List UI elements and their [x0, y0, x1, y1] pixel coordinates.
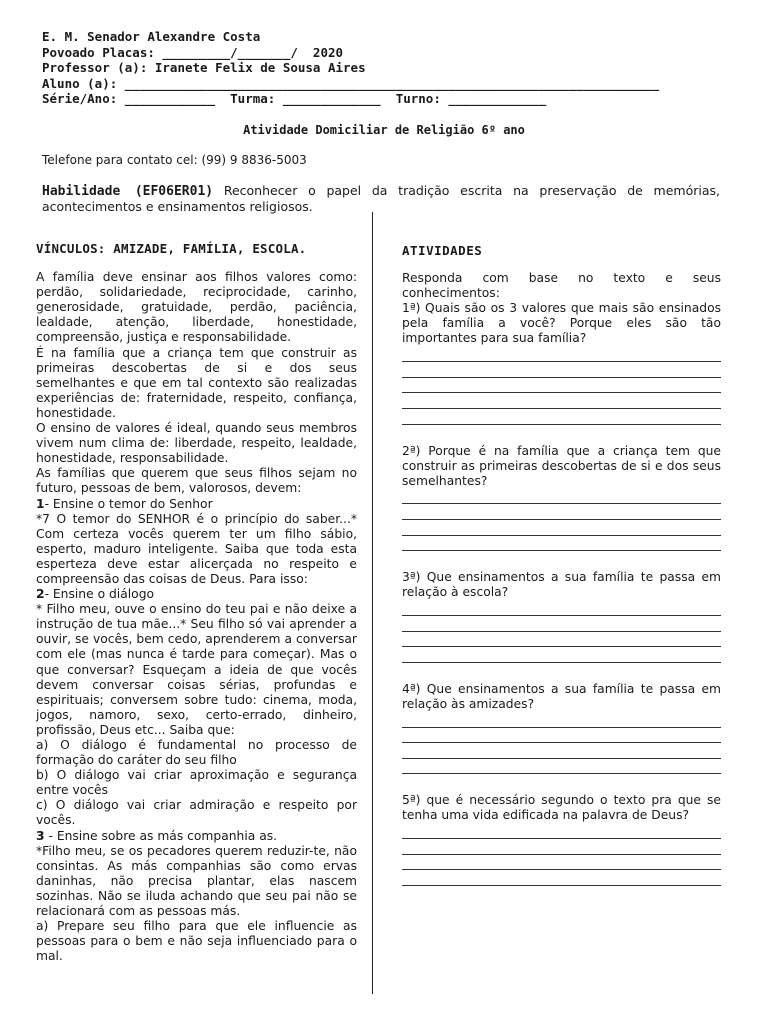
- item-3-text: *Filho meu, se os pecadores querem reduzir-te, não consintas. As más companhias são como ervas daninhas, não precisa plantar, elas nascem sozinhas. Não se iluda achando que seu pai não se relacionará com as pessoas más.: [36, 843, 357, 919]
- activities-intro: Responda com base no texto e seus conhecimentos:: [402, 271, 721, 301]
- item-2-b: b) O diálogo vai criar aproximação e segurança entre vocês: [36, 768, 357, 798]
- student-field: Aluno (a): _______________________________________________________________________: [42, 75, 660, 91]
- question-3: 3ª) Que ensinamentos a sua família te passa em relação à escola?: [402, 570, 721, 600]
- item-2-a: a) O diálogo é fundamental no processo de formação do caráter do seu filho: [36, 738, 357, 768]
- question-4: 4ª) Que ensinamentos a sua família te passa em relação às amizades?: [402, 681, 721, 711]
- item-2-text: * Filho meu, ouve o ensino do teu pai e não deixe a instrução de tua mãe...* Seu filho só vai aprender a ouvir, se vocês, bem cedo, aprenderem a conversar com ele (mas nunca é tarde para começar). Mas o que conversar? Esqueçam a ideia de que vocês devem conversar coisas sérias, profundas e espirituais; conversem sobre tudo: cinema, moda, jogos, namoro, sexo, certo-errado, dinheiro, profissão, Deus etc... Saiba que:: [36, 602, 357, 737]
- place-date: Povoado Placas: _________/_______/ 2020: [42, 44, 344, 60]
- skill-text: Reconhecer o papel da tradição escrita na preservação de memórias, acontecimentos e ensinamentos religiosos.: [42, 183, 720, 214]
- column-divider: [372, 212, 373, 994]
- item-number: 3: [36, 828, 45, 843]
- item-3-title: 3 - Ensine sobre as más companhia as.: [36, 828, 278, 843]
- answer-lines-1[interactable]: [402, 347, 721, 425]
- text-heading: VÍNCULOS: AMIZADE, FAMÍLIA, ESCOLA.: [36, 241, 307, 256]
- paragraph: O ensino de valores é ideal, quando seus membros vivem num clima de: liberdade, respeito, lealdade, honestidade, responsabilidade.: [36, 421, 357, 466]
- item-2-c: c) O diálogo vai criar admiração e respeito por vocês.: [36, 798, 357, 828]
- skill-code: Habilidade (EF06ER01): [42, 184, 214, 199]
- header-block: [42, 29, 659, 107]
- class-info: Série/Ano: ____________ Turma: _____________ Turno: _____________: [42, 91, 547, 106]
- answer-lines-2[interactable]: [402, 489, 721, 551]
- skill-statement: [42, 183, 720, 214]
- answer-lines-4[interactable]: [402, 712, 721, 774]
- answer-lines-5[interactable]: [402, 824, 721, 886]
- question-1: 1ª) Quais são os 3 valores que mais são ensinados pela família a você? Porque eles são tão importantes para sua família?: [402, 301, 721, 346]
- teacher-name: Professor (a): Iranete Felix de Sousa Aires: [42, 60, 366, 75]
- document-title: Atividade Domiciliar de Religião 6º ano: [243, 123, 525, 137]
- item-1-text: *7 O temor do SENHOR é o princípio do saber...* Com certeza vocês querem ter um filho sábio, esperto, maduro inteligente. Saiba que toda esta esperteza deve estar alicerçada no respeito e compreensão das coisas de Deus. Para isso:: [36, 511, 357, 586]
- paragraph: É na família que a criança tem que construir as primeiras descobertas de si e dos seus semelhantes e que em tal contexto são realizadas experiências de: fraternidade, respeito, confiança, honestidade.: [36, 345, 357, 420]
- paragraph: A família deve ensinar aos filhos valores como: perdão, solidariedade, reciprocidade, carinho, generosidade, gratuidade, perdão, paciência, lealdade, atenção, liberdade, honestidade, compreensão, justiça e responsabilidade.: [36, 270, 357, 345]
- contact-phone: Telefone para contato cel: (99) 9 8836-5003: [42, 153, 307, 167]
- item-1-title: 1- Ensine o temor do Senhor: [36, 496, 213, 511]
- text-column: [36, 241, 357, 964]
- school-name: E. M. Senador Alexandre Costa: [42, 29, 261, 44]
- activities-column: [402, 243, 721, 886]
- item-number: 2: [36, 587, 45, 602]
- question-5: 5ª) que é necessário segundo o texto pra que se tenha uma vida edificada na palavra de Deus?: [402, 793, 721, 823]
- answer-lines-3[interactable]: [402, 600, 721, 662]
- activities-heading: ATIVIDADES: [402, 243, 483, 258]
- question-2: 2ª) Porque é na família que a criança tem que construir as primeiras descobertas de si e dos seus semelhantes?: [402, 443, 721, 488]
- paragraph: As famílias que querem que seus filhos sejam no futuro, pessoas de bem, valorosos, devem:: [36, 466, 357, 496]
- item-number: 1: [36, 496, 45, 511]
- item-3-a: a) Prepare seu filho para que ele influencie as pessoas para o bem e não seja influenciado para o mal.: [36, 919, 357, 964]
- item-2-title: 2- Ensine o diálogo: [36, 587, 155, 602]
